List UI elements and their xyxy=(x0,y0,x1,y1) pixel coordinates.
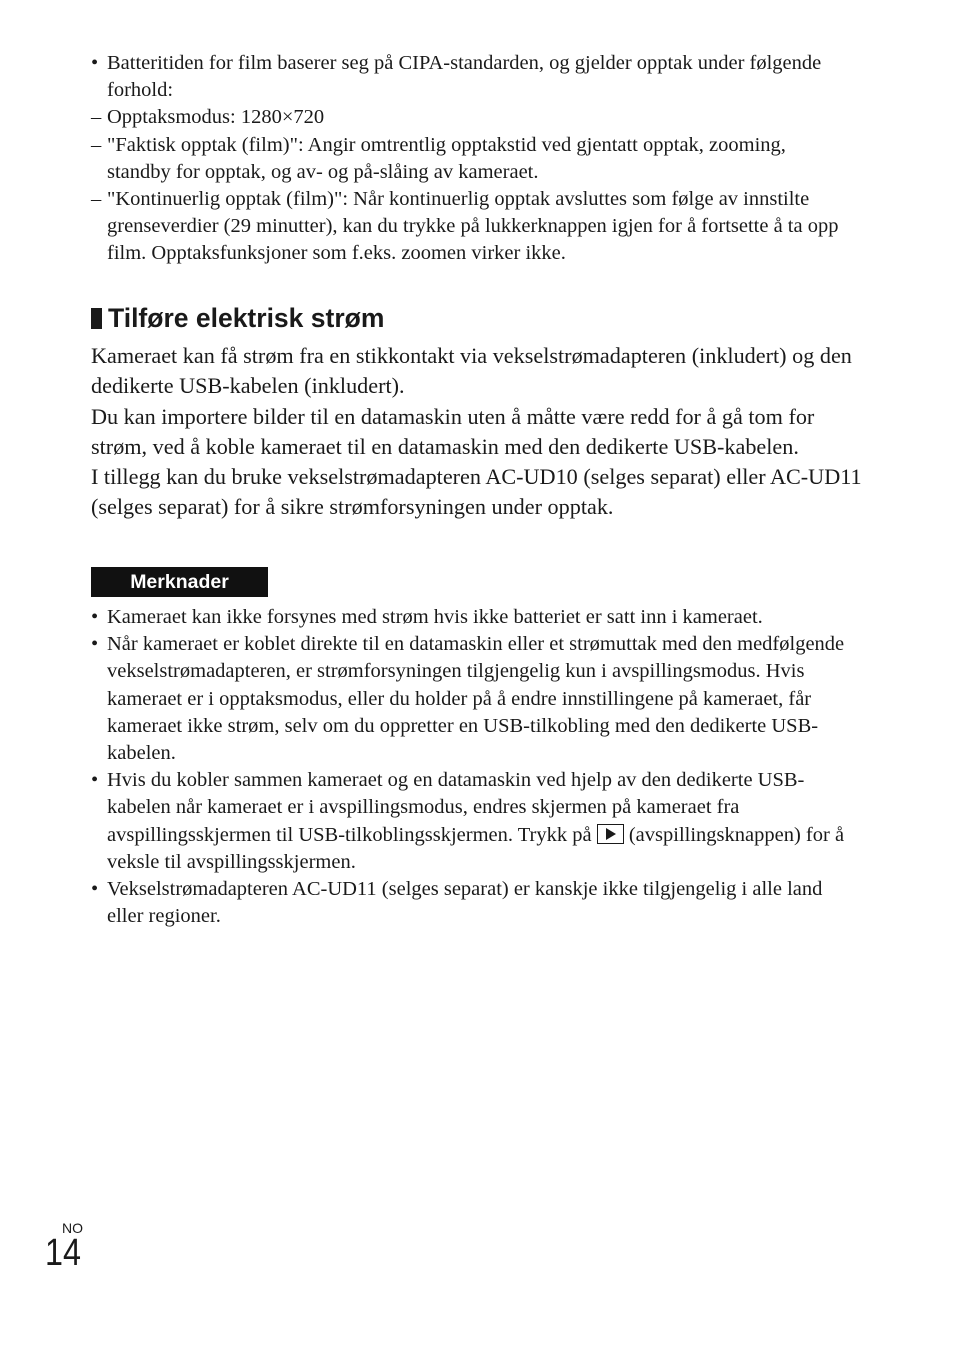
note-item: • Kameraet kan ikke forsynes med strøm hvis ikke batteriet er satt inn i kameraet. xyxy=(91,604,856,631)
page-number: 14 xyxy=(45,1232,81,1274)
section-body xyxy=(91,341,866,523)
note-item: • Vekselstrømadapteren AC-UD11 (selges separat) er kanskje ikke tilgjengelig i alle land eller regioner. xyxy=(91,876,856,930)
sub-item: – "Faktisk opptak (film)": Angir omtrentlig opptakstid ved gjentatt opptak, zooming, standby for opptak, og av- og på-slåing av kameraet. xyxy=(91,132,851,186)
sub-item: – Opptaksmodus: 1280×720 xyxy=(91,104,851,131)
note-item: • Når kameraet er koblet direkte til en datamaskin eller et strømuttak med den medfølgende vekselstrømadapteren, er strømforsyningen tilgjengelig kun i avspillingsmodus. Hvis kameraet er i opptaksmodus, eller du holder på å endre innstillingene på kameraet, får kameraet ikke strøm, selv om du oppretter en USB-tilkobling med den dedikerte USB-kabelen. xyxy=(91,631,856,767)
language-code: NO xyxy=(62,1220,83,1236)
note-bullet: • Batteritiden for film baserer seg på CIPA-standarden, og gjelder opptak under følgende forhold: xyxy=(91,50,851,104)
section-heading xyxy=(91,302,384,334)
sub-item: – "Kontinuerlig opptak (film)": Når kontinuerlig opptak avsluttes som følge av innstilte grenseverdier (29 minutter), kan du trykke på lukkerknappen igjen for å fortsette å ta opp film. Opptaksfunksjoner som f.eks. zoomen virker ikke. xyxy=(91,186,851,268)
body-paragraph: Du kan importere bilder til en datamaskin uten å måtte være redd for å gå tom for strøm, ved å koble kameraet til en datamaskin med den dedikerte USB-kabelen. xyxy=(91,403,815,459)
top-notes xyxy=(91,50,851,268)
section-heading-text: Tilføre elektrisk strøm xyxy=(108,303,385,333)
note-item-text: Hvis du kobler sammen kameraet og en datamaskin ved hjelp av den dedikerte USB-kabelen når kameraet er i avspillingsmodus, endres skjermen på kameraet fra avspillingsskjermen til USB-tilkoblingsskjermen. Trykk på xyxy=(107,769,805,846)
note-item-text: (avspillingsknappen) for å veksle til avspillingsskjermen. xyxy=(107,823,845,873)
play-button-icon xyxy=(597,824,624,844)
body-paragraph: I tillegg kan du bruke vekselstrømadapteren AC-UD10 (selges separat) eller AC-UD11 (selges separat) for å sikre strømforsyningen under opptak. xyxy=(91,464,862,520)
notes-label: Merknader xyxy=(91,567,268,597)
notes-list xyxy=(91,604,856,930)
heading-marker-icon xyxy=(91,308,102,329)
body-paragraph: Kameraet kan få strøm fra en stikkontakt via vekselstrømadapteren (inkludert) og den dedikerte USB-kabelen (inkludert). xyxy=(91,343,852,399)
note-item xyxy=(91,767,856,876)
